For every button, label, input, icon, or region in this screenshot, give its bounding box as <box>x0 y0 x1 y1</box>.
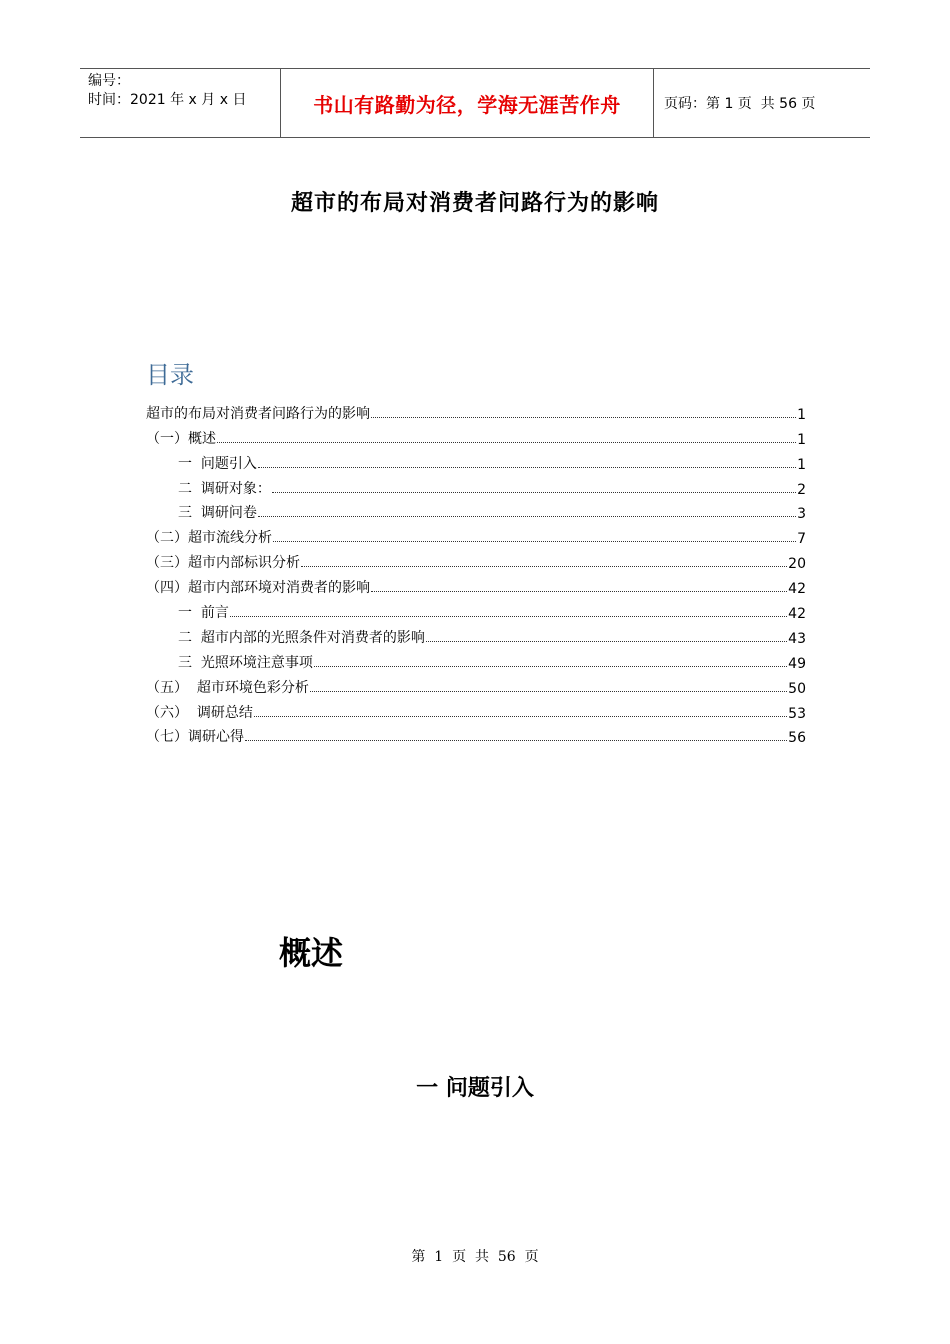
header-page-info <box>654 69 870 137</box>
toc-entry-label: 三 调研问卷 <box>178 502 257 522</box>
toc-leader-dots <box>230 616 787 617</box>
toc-entry-label: （二）超市流线分析 <box>146 527 272 547</box>
toc-entry[interactable] <box>146 547 806 572</box>
toc-leader-dots <box>217 442 796 443</box>
toc-entry[interactable] <box>146 722 806 747</box>
toc-leader-dots <box>258 467 796 468</box>
toc-entry-page: 1 <box>797 456 806 473</box>
toc-entry[interactable] <box>146 522 806 547</box>
header-motto: 书山有路勤为径，学海无涯苦作舟 <box>281 69 654 137</box>
toc-entry-page: 2 <box>797 481 806 498</box>
header-time-label: 时间：2021 年 x 月 x 日 <box>88 92 247 108</box>
toc-leader-dots <box>371 591 787 592</box>
toc-entry[interactable] <box>178 448 806 473</box>
toc-entry-label: 一 问题引入 <box>178 453 257 473</box>
toc-entry[interactable] <box>178 597 806 622</box>
toc-entry-label: 一 前言 <box>178 602 229 622</box>
toc-entry-page: 43 <box>788 630 806 647</box>
footer-page-number: 第 1 页 共 56 页 <box>411 1249 539 1265</box>
toc-leader-dots <box>245 740 787 741</box>
toc-entry-page: 56 <box>788 730 806 747</box>
toc-entry-page: 20 <box>788 556 806 573</box>
toc-entry-label: （五） 超市环境色彩分析 <box>146 677 309 697</box>
toc-entry-page: 53 <box>788 705 806 722</box>
toc-leader-dots <box>273 541 796 542</box>
toc-entry-page: 3 <box>797 506 806 523</box>
toc-leader-dots <box>426 641 787 642</box>
page-header <box>80 68 870 138</box>
toc-entry[interactable] <box>146 697 806 722</box>
toc-entry[interactable] <box>178 622 806 647</box>
toc-entry[interactable] <box>146 672 806 697</box>
toc-entry-page: 49 <box>788 655 806 672</box>
document-title: 超市的布局对消费者问路行为的影响 <box>290 191 659 216</box>
toc-leader-dots <box>314 666 787 667</box>
page-footer <box>0 1246 950 1266</box>
toc-entry-label: （一）概述 <box>146 428 216 448</box>
toc-entry[interactable] <box>146 572 806 597</box>
toc-entry-page: 42 <box>788 606 806 623</box>
toc-entry-page: 1 <box>797 406 806 423</box>
section-heading-overview: 概述 <box>279 934 344 972</box>
toc-leader-dots <box>310 691 787 692</box>
toc-entry-label: （七）调研心得 <box>146 726 244 746</box>
toc-entry-label: （四）超市内部环境对消费者的影响 <box>146 577 370 597</box>
toc-entry[interactable] <box>178 647 806 672</box>
table-of-contents <box>146 398 806 746</box>
toc-entry-label: （六） 调研总结 <box>146 702 253 722</box>
toc-leader-dots <box>258 516 796 517</box>
toc-entry-label: （三）超市内部标识分析 <box>146 552 300 572</box>
header-page-label: 页码：第 1 页 共 56 页 <box>664 96 816 112</box>
toc-entry-page: 50 <box>788 680 806 697</box>
toc-entry-label: 超市的布局对消费者问路行为的影响 <box>146 403 370 423</box>
subsection-heading-intro: 一 问题引入 <box>416 1076 534 1101</box>
toc-leader-dots <box>254 716 787 717</box>
toc-heading: 目录 <box>146 361 194 389</box>
header-number-label: 编号： <box>88 73 130 89</box>
toc-entry[interactable] <box>178 498 806 523</box>
toc-entry-page: 42 <box>788 581 806 598</box>
toc-entry-page: 7 <box>797 531 806 548</box>
toc-leader-dots <box>301 566 787 567</box>
toc-entry[interactable] <box>146 398 806 423</box>
toc-entry-label: 二 调研对象： <box>178 478 271 498</box>
toc-leader-dots <box>371 417 796 418</box>
toc-entry[interactable] <box>146 423 806 448</box>
header-meta <box>80 69 281 137</box>
toc-entry-label: 二 超市内部的光照条件对消费者的影响 <box>178 627 425 647</box>
toc-leader-dots <box>272 492 796 493</box>
toc-entry-page: 1 <box>797 431 806 448</box>
toc-entry[interactable] <box>178 473 806 498</box>
toc-entry-label: 三 光照环境注意事项 <box>178 652 313 672</box>
